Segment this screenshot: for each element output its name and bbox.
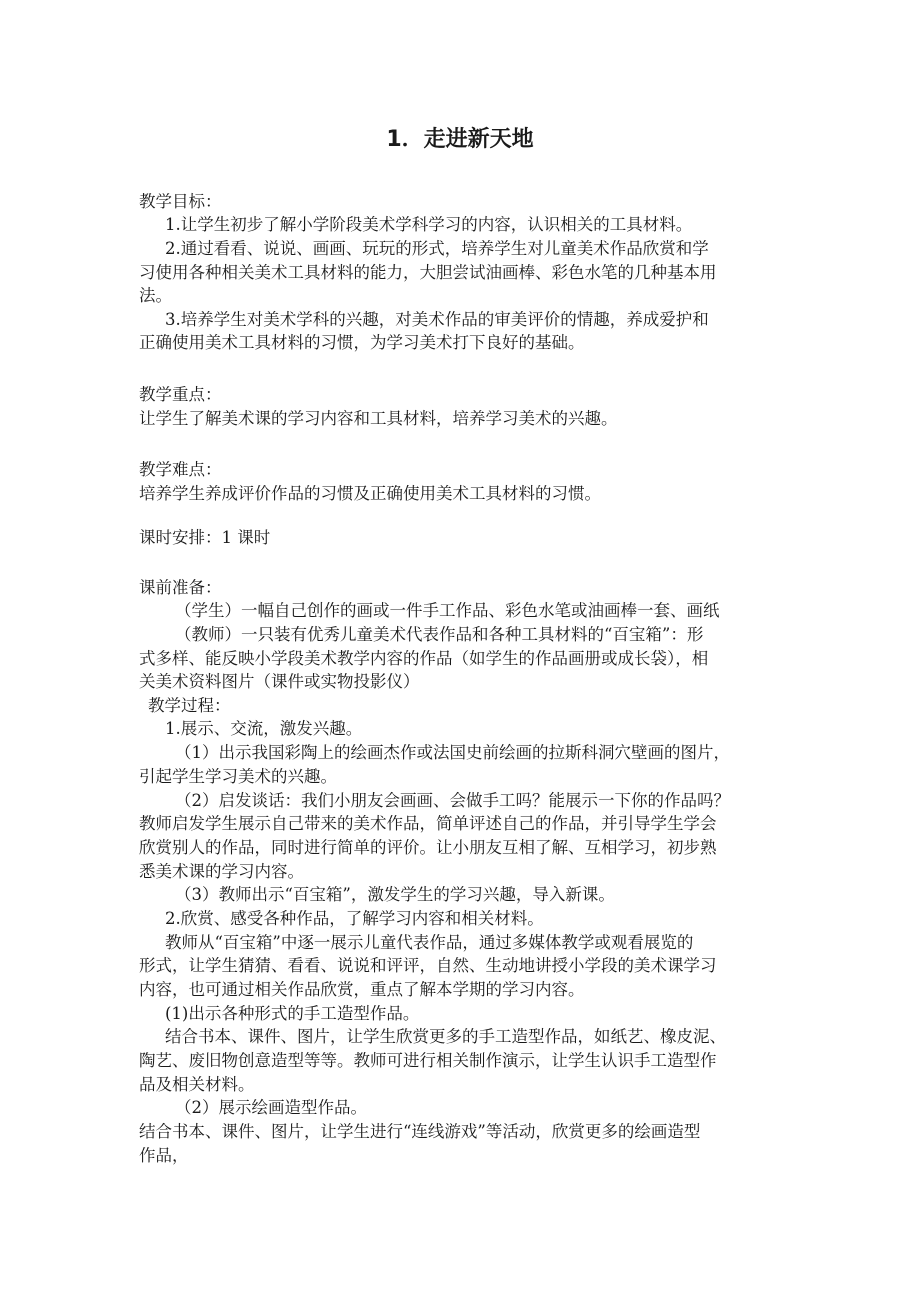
- paragraph-line: 2.欣赏、感受各种作品，了解学习内容和相关材料。: [165, 909, 544, 928]
- paragraph-line: （学生）一幅自己创作的画或一件手工作品、彩色水笔或油画棒一套、画纸: [175, 601, 720, 620]
- section-heading-process: 教学过程：: [148, 696, 231, 715]
- section-heading-preparation: 课前准备：: [139, 578, 222, 597]
- paragraph-line: 3.培养学生对美术学科的兴趣，对美术作品的审美评价的情趣，养成爱护和: [165, 310, 709, 329]
- paragraph-line: （2）展示绘画造型作品。: [175, 1098, 367, 1117]
- paragraph-line: 让学生了解美术课的学习内容和工具材料，培养学习美术的兴趣。: [139, 409, 618, 428]
- paragraph-line: 培养学生养成评价作品的习惯及正确使用美术工具材料的习惯。: [139, 484, 601, 503]
- paragraph-line: 1.展示、交流，激发兴趣。: [165, 719, 363, 738]
- section-heading-key-points: 教学重点：: [139, 385, 222, 404]
- paragraph-line: 悉美术课的学习内容。: [139, 862, 304, 881]
- document-title: 1．走进新天地: [386, 127, 534, 152]
- paragraph-line: 教师启发学生展示自己带来的美术作品，简单评述自己的作品，并引导学生学会: [139, 814, 717, 833]
- paragraph-line: 结合书本、课件、图片，让学生欣赏更多的手工造型作品，如纸艺、橡皮泥、: [165, 1027, 726, 1046]
- section-heading-schedule: 课时安排：1 课时: [139, 528, 271, 547]
- section-heading-goals: 教学目标：: [139, 192, 222, 211]
- section-heading-difficulties: 教学难点：: [139, 460, 222, 479]
- paragraph-line: 品及相关材料。: [139, 1075, 255, 1094]
- paragraph-line: 欣赏别人的作品，同时进行简单的评价。让小朋友互相了解、互相学习，初步熟: [139, 838, 717, 857]
- paragraph-line: 结合书本、课件、图片，让学生进行“连线游戏”等活动，欣赏更多的绘画造型: [139, 1122, 701, 1141]
- paragraph-line: 陶艺、废旧物创意造型等等。教师可进行相关制作演示，让学生认识手工造型作: [139, 1051, 717, 1070]
- paragraph-line: （3）教师出示“百宝箱”，激发学生的学习兴趣，导入新课。: [175, 885, 615, 904]
- paragraph-line: 内容，也可通过相关作品欣赏，重点了解本学期的学习内容。: [139, 980, 585, 999]
- paragraph-line: 形式，让学生猜猜、看看、说说和评评，自然、生动地讲授小学段的美术课学习: [139, 956, 717, 975]
- paragraph-line: 法。: [139, 286, 172, 305]
- paragraph-line: （2）启发谈话：我们小朋友会画画、会做手工吗？能展示一下你的作品吗？: [175, 791, 730, 810]
- paragraph-line: （教师）一只装有优秀儿童美术代表作品和各种工具材料的“百宝箱”：形: [175, 625, 704, 644]
- paragraph-line: （1）出示我国彩陶上的绘画杰作或法国史前绘画的拉斯科洞穴壁画的图片，: [175, 743, 730, 762]
- paragraph-line: 正确使用美术工具材料的习惯，为学习美术打下良好的基础。: [139, 333, 585, 352]
- paragraph-line: 教师从“百宝箱”中逐一展示儿童代表作品，通过多媒体教学或观看展览的: [165, 933, 694, 952]
- paragraph-line: 引起学生学习美术的兴趣。: [139, 767, 337, 786]
- paragraph-line: 关美术资料图片（课件或实物投影仪）: [139, 672, 420, 691]
- paragraph-line: 式多样、能反映小学段美术教学内容的作品（如学生的作品画册或成长袋），相: [139, 649, 709, 668]
- paragraph-line: 作品，: [139, 1146, 189, 1165]
- paragraph-line: 1.让学生初步了解小学阶段美术学科学习的内容，认识相关的工具材料。: [165, 215, 693, 234]
- paragraph-line: 习使用各种相关美术工具材料的能力，大胆尝试油画棒、彩色水笔的几种基本用: [139, 263, 717, 282]
- paragraph-line: (1)出示各种形式的手工造型作品。: [165, 1004, 420, 1023]
- paragraph-line: 2.通过看看、说说、画画、玩玩的形式，培养学生对儿童美术作品欣赏和学: [165, 239, 709, 258]
